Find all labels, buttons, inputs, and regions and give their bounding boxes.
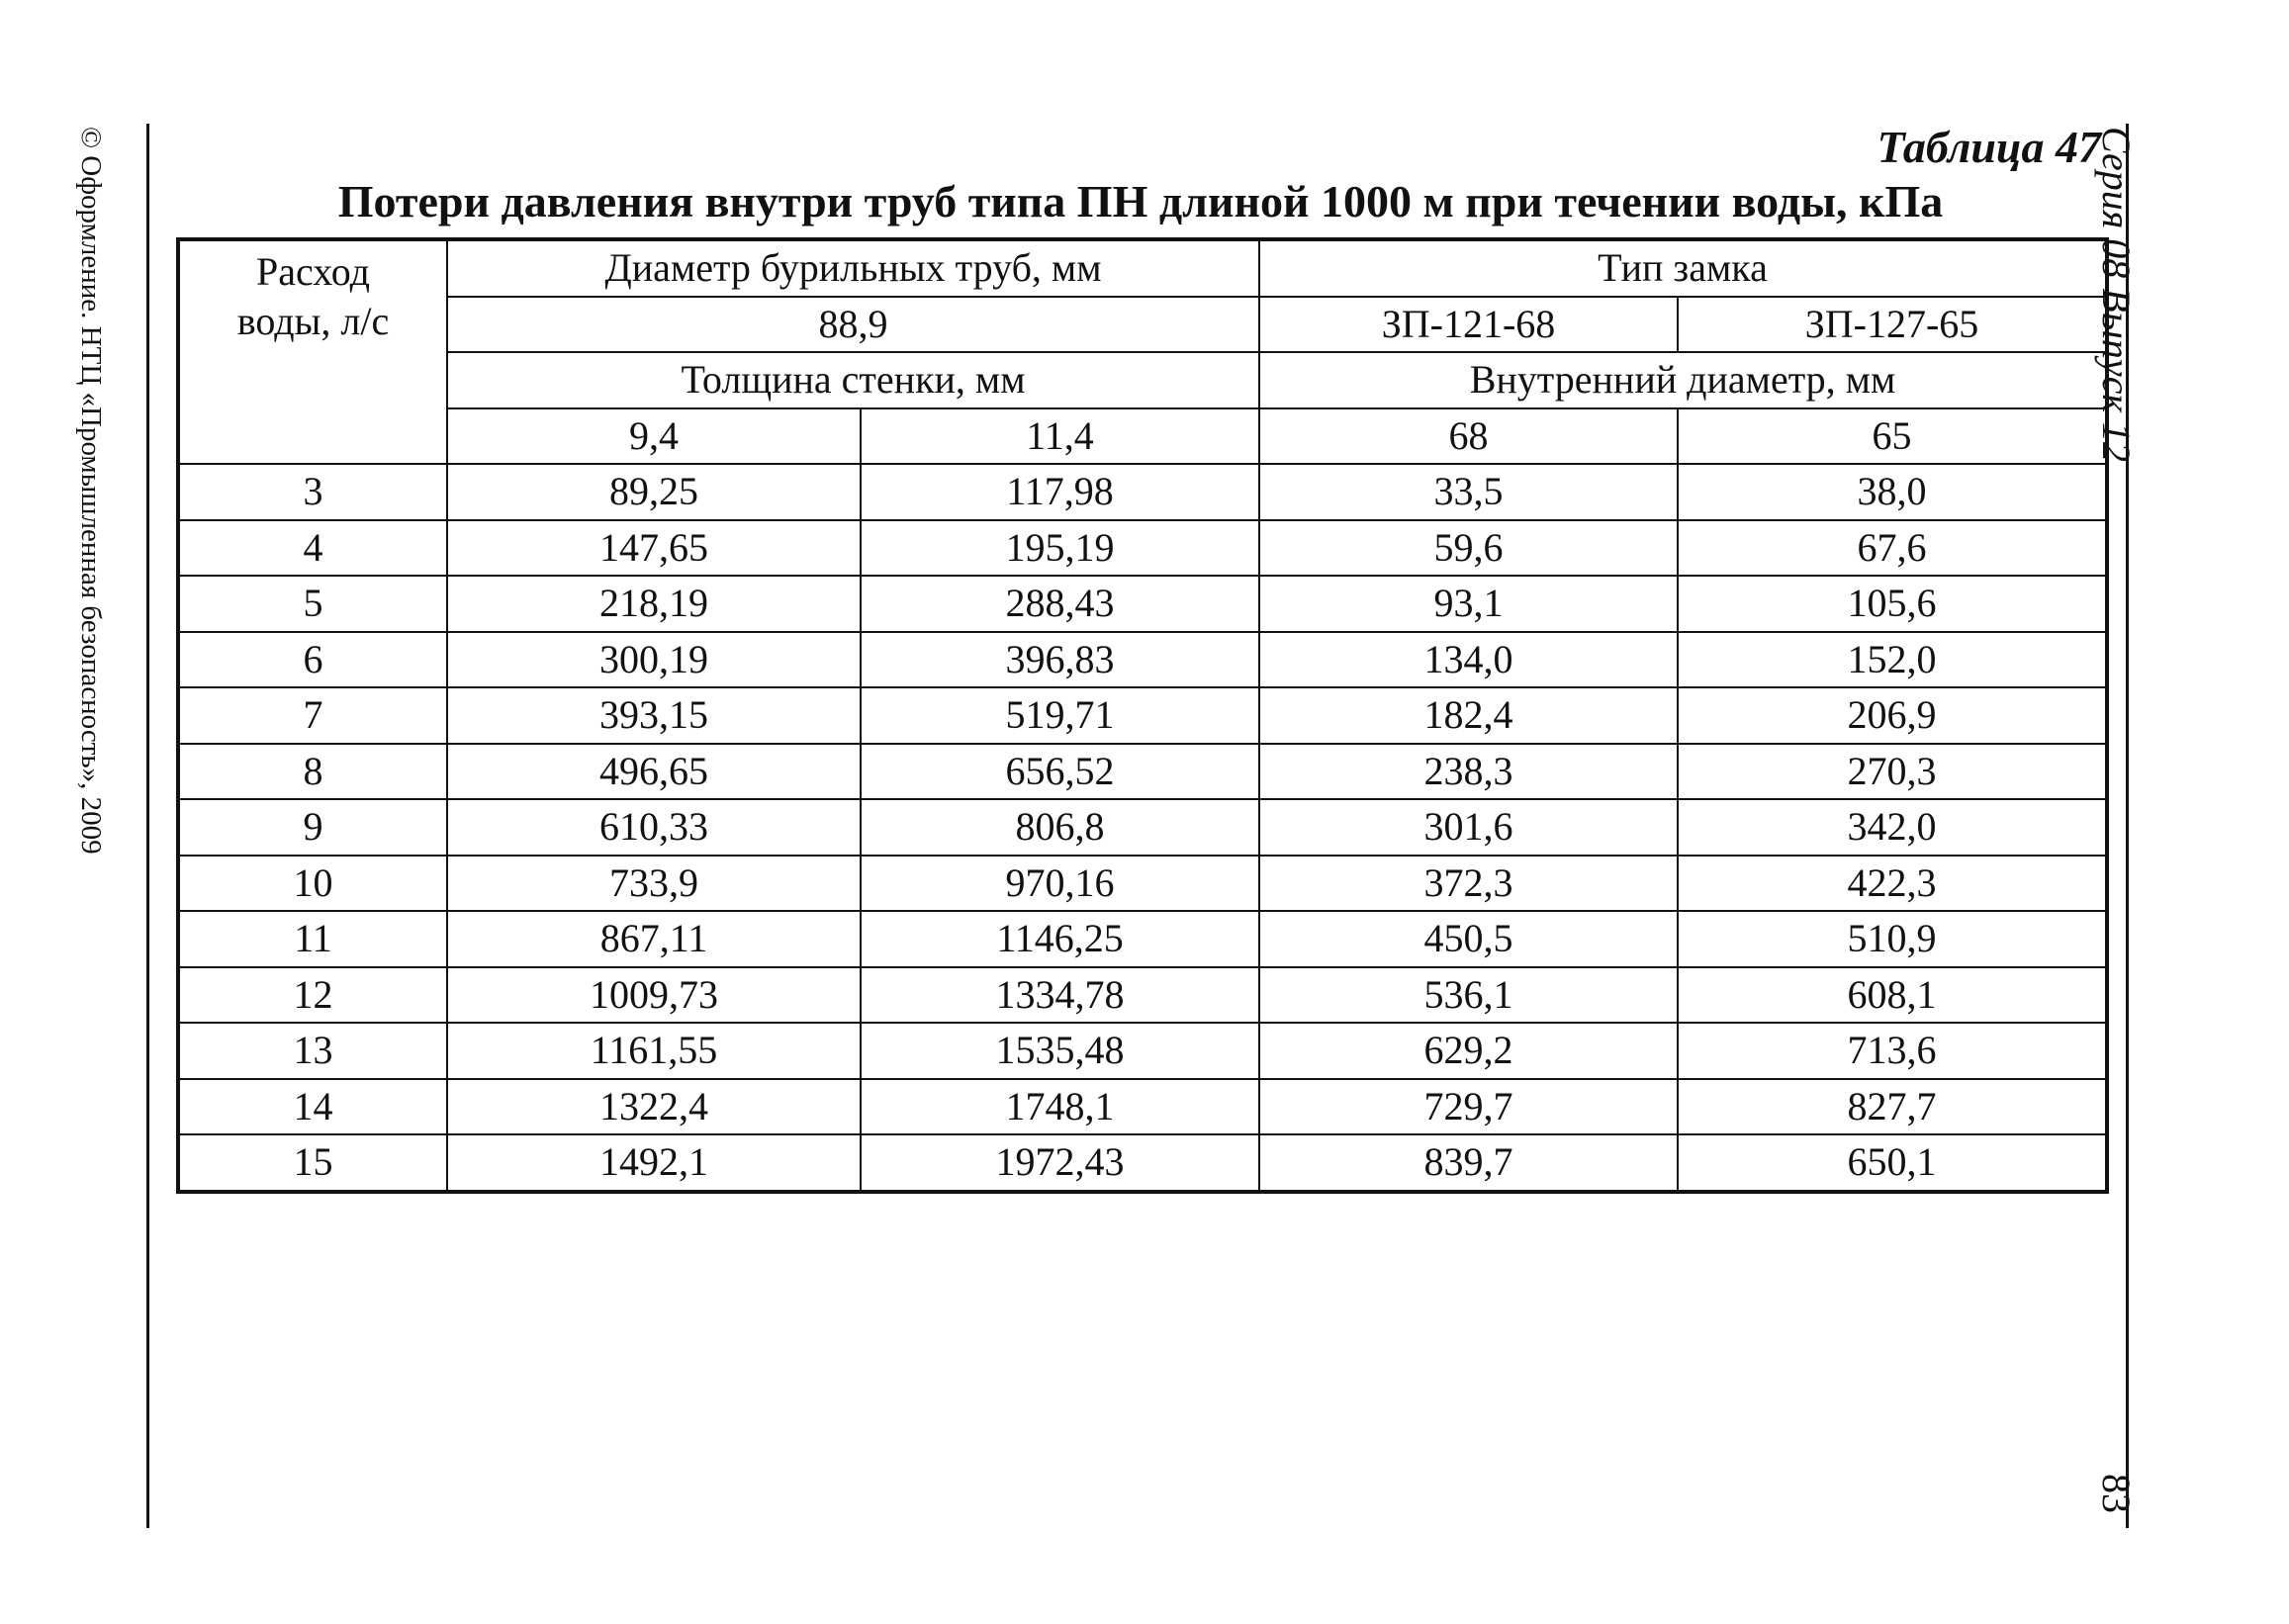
- table-cell: 38,0: [1678, 464, 2107, 520]
- header-wall-thickness: Толщина стенки, мм: [447, 352, 1259, 408]
- table-cell: 152,0: [1678, 632, 2107, 688]
- table-cell: 1748,1: [861, 1079, 1259, 1135]
- table-cell: 14: [178, 1079, 447, 1135]
- header-flow-rate: [178, 239, 447, 464]
- table-row: [178, 744, 2107, 800]
- header-inner-1: 68: [1259, 408, 1678, 465]
- header-pipe-diameter: Диаметр бурильных труб, мм: [447, 239, 1259, 297]
- table-row: [178, 1023, 2107, 1079]
- table-row: [178, 911, 2107, 967]
- table-cell: 650,1: [1678, 1134, 2107, 1192]
- table-cell: 5: [178, 576, 447, 632]
- table-row: [178, 520, 2107, 577]
- table-cell: 238,3: [1259, 744, 1678, 800]
- table-cell: 733,9: [447, 856, 861, 912]
- table-cell: 610,33: [447, 799, 861, 856]
- table-cell: 656,52: [861, 744, 1259, 800]
- header-pipe-diameter-value: 88,9: [447, 297, 1259, 353]
- table-cell: 105,6: [1678, 576, 2107, 632]
- table-cell: 6: [178, 632, 447, 688]
- header-flow-line2: воды, л/с: [236, 299, 390, 343]
- table-row: [178, 856, 2107, 912]
- series-label: Серия 08 Выпуск 12: [2094, 127, 2139, 463]
- table-row: [178, 799, 2107, 856]
- header-row-1: [178, 239, 2107, 297]
- table-row: [178, 1079, 2107, 1135]
- table-number: Таблица 47: [1877, 122, 2101, 172]
- table-cell: 827,7: [1678, 1079, 2107, 1135]
- table-cell: 33,5: [1259, 464, 1678, 520]
- table-cell: 1492,1: [447, 1134, 861, 1192]
- header-row-3: [178, 352, 2107, 408]
- table-row: [178, 576, 2107, 632]
- copyright-notice: © Оформление. НТЦ «Промышленная безопасность», 2009: [75, 127, 107, 855]
- table-cell: 288,43: [861, 576, 1259, 632]
- table-cell: 608,1: [1678, 967, 2107, 1024]
- table-cell: 422,3: [1678, 856, 2107, 912]
- table-cell: 13: [178, 1023, 447, 1079]
- table-cell: 301,6: [1259, 799, 1678, 856]
- table-cell: 1334,78: [861, 967, 1259, 1024]
- table-cell: 970,16: [861, 856, 1259, 912]
- table-cell: 12: [178, 967, 447, 1024]
- table-cell: 11: [178, 911, 447, 967]
- table-cell: 8: [178, 744, 447, 800]
- table-cell: 372,3: [1259, 856, 1678, 912]
- table-cell: 147,65: [447, 520, 861, 577]
- table-cell: 1009,73: [447, 967, 861, 1024]
- table-row: [178, 632, 2107, 688]
- header-wall-1: 9,4: [447, 408, 861, 465]
- header-joint-2: ЗП-127-65: [1678, 297, 2107, 353]
- table-cell: 218,19: [447, 576, 861, 632]
- table-row: [178, 1134, 2107, 1192]
- header-inner-diameter: Внутренний диаметр, мм: [1259, 352, 2107, 408]
- table-cell: 519,71: [861, 687, 1259, 744]
- table-cell: 1322,4: [447, 1079, 861, 1135]
- page-number: 83: [2094, 1474, 2139, 1513]
- table-cell: 839,7: [1259, 1134, 1678, 1192]
- header-inner-2: 65: [1678, 408, 2107, 465]
- table-cell: 342,0: [1678, 799, 2107, 856]
- table-cell: 59,6: [1259, 520, 1678, 577]
- table-cell: 450,5: [1259, 911, 1678, 967]
- table-cell: 3: [178, 464, 447, 520]
- header-wall-2: 11,4: [861, 408, 1259, 465]
- table-cell: 867,11: [447, 911, 861, 967]
- table-cell: 496,65: [447, 744, 861, 800]
- table-cell: 89,25: [447, 464, 861, 520]
- table-cell: 300,19: [447, 632, 861, 688]
- header-row-2: [178, 297, 2107, 353]
- left-margin-rule: [146, 124, 149, 1528]
- table-cell: 393,15: [447, 687, 861, 744]
- table-cell: 1535,48: [861, 1023, 1259, 1079]
- table-cell: 15: [178, 1134, 447, 1192]
- table-cell: 510,9: [1678, 911, 2107, 967]
- table-cell: 206,9: [1678, 687, 2107, 744]
- table-cell: 134,0: [1259, 632, 1678, 688]
- table-cell: 729,7: [1259, 1079, 1678, 1135]
- table-cell: 195,19: [861, 520, 1259, 577]
- table-cell: 93,1: [1259, 576, 1678, 632]
- header-joint-1: ЗП-121-68: [1259, 297, 1678, 353]
- table-cell: 806,8: [861, 799, 1259, 856]
- table-cell: 536,1: [1259, 967, 1678, 1024]
- table-row: [178, 687, 2107, 744]
- table-cell: 270,3: [1678, 744, 2107, 800]
- table-cell: 1161,55: [447, 1023, 861, 1079]
- table-cell: 9: [178, 799, 447, 856]
- header-flow-line1: Расход: [256, 249, 370, 294]
- table-cell: 4: [178, 520, 447, 577]
- table-title: Потери давления внутри труб типа ПН длиной 1000 м при течении воды, кПа: [337, 176, 1944, 226]
- table-cell: 1146,25: [861, 911, 1259, 967]
- table-cell: 10: [178, 856, 447, 912]
- table-cell: 713,6: [1678, 1023, 2107, 1079]
- header-row-4: [178, 408, 2107, 465]
- pressure-loss-table: [176, 237, 2109, 1194]
- header-joint-type: Тип замка: [1259, 239, 2107, 297]
- table-row: [178, 967, 2107, 1024]
- table-cell: 396,83: [861, 632, 1259, 688]
- table-cell: 1972,43: [861, 1134, 1259, 1192]
- table-cell: 67,6: [1678, 520, 2107, 577]
- table-cell: 182,4: [1259, 687, 1678, 744]
- table-cell: 117,98: [861, 464, 1259, 520]
- table-cell: 629,2: [1259, 1023, 1678, 1079]
- table-row: [178, 464, 2107, 520]
- table-cell: 7: [178, 687, 447, 744]
